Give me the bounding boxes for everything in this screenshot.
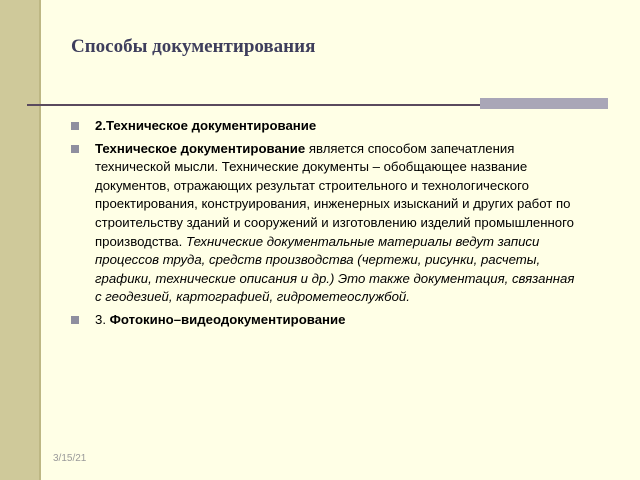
square-bullet-icon xyxy=(71,145,79,153)
bullet-list xyxy=(70,117,580,334)
square-bullet-icon xyxy=(71,122,79,130)
bullet-term: Техническое документирование xyxy=(95,140,306,156)
bullet-heading: 2.Техническое документирование xyxy=(95,118,317,133)
footer-date: 3/15/21 xyxy=(53,453,87,464)
list-item xyxy=(70,140,580,307)
slide-title: Способы документирования xyxy=(71,36,316,57)
title-divider-accent xyxy=(480,98,608,109)
bullet-italic-note: Технические документальные материалы ведут записи процессов труда, средств производства (чертежи, рисунки, расчеты, графики, технические описания и др.) Это также документация, связанная с геодезией, картографией, гидрометеослужбой. xyxy=(95,233,575,305)
bullet-definition: является способом запечатления технической мысли. Технические документы – обобщающее название документов, отражающих результат строительного и технологического проектирования, конструирования, инженерных изысканий и других работ по строительству зданий и сооружений и изготовлению изделий промышленного производства. xyxy=(95,140,574,249)
bullet-heading: Фотокино–видеодокументирование xyxy=(109,311,346,327)
list-item xyxy=(70,117,580,136)
square-bullet-icon xyxy=(71,316,79,324)
side-decorative-band xyxy=(0,0,41,480)
list-item xyxy=(70,311,580,330)
bullet-number: 3. xyxy=(95,311,110,327)
